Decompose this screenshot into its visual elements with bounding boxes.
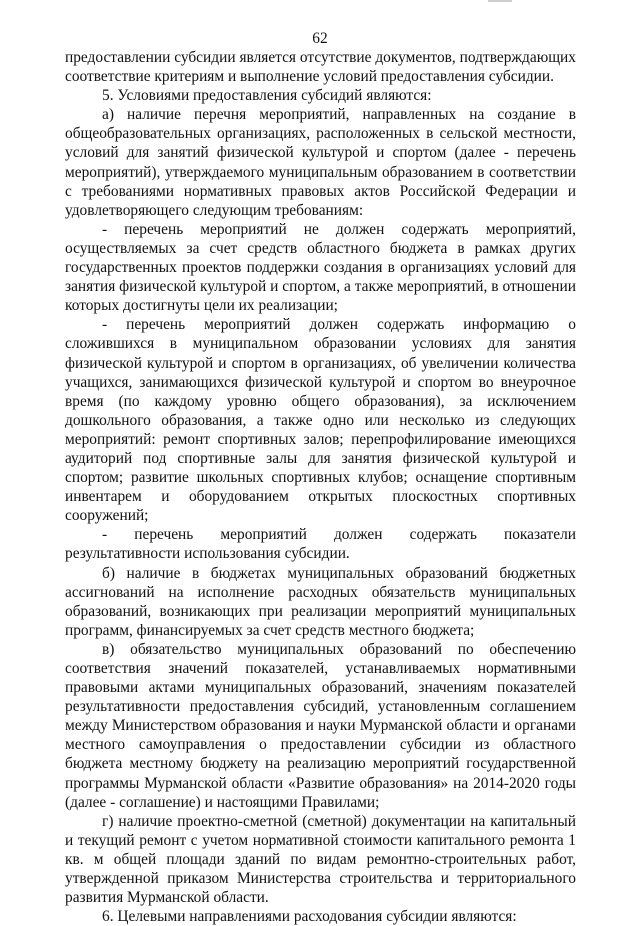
scan-corner-mark (488, 0, 512, 2)
paragraph-section-6-heading: 6. Целевыми направлениями расходования субсидии являются: (102, 908, 517, 926)
paragraph-condition-g: г) наличие проектно-сметной (сметной) документации на капитальный и текущий ремонт с учетом нормативной стоимости капитального ремонта 1 кв. м общей площади зданий по видам ремонтно-строительных работ, утвержденной приказом Министерства строительства и территориального развития Мурманской области. (65, 812, 576, 907)
paragraph-requirement-2: - перечень мероприятий должен содержать информацию о сложившихся в муниципальном образовании условиях для занятия физической культурой и спортом в организациях, об увеличении количества учащихся, занимающихся физической культурой и спортом во внеурочное время (по каждому уровню общего образования), за исключением дошкольного образования, а также одно или несколько из следующих мероприятий: ремонт спортивных залов; перепрофилирование имеющихся аудиторий под спортивные залы для занятия физической культурой и спортом; развитие школьных спортивных клубов; оснащение спортивным инвентарем и оборудованием открытых плоскостных спортивных сооружений; (65, 316, 576, 525)
paragraph-continuation: предоставлении субсидии является отсутствие документов, подтверждающих соответствие критериям и выполнение условий предоставления субсидии. (65, 49, 576, 86)
paragraph-requirement-3: - перечень мероприятий должен содержать показатели результативности использования субсидии. (65, 526, 576, 563)
paragraph-requirement-1: - перечень мероприятий не должен содержать мероприятий, осуществляемых за счет средств областного бюджета в рамках других государственных проектов поддержки создания в организациях условий для занятия физической культурой и спортом, а также мероприятий, в отношении которых достигнуты цели их реализации; (65, 220, 576, 315)
document-body (65, 48, 576, 926)
paragraph-condition-a: а) наличие перечня мероприятий, направленных на создание в общеобразовательных организациях, расположенных в сельской местности, условий для занятий физической культурой и спортом (далее - перечень мероприятий), утверждаемого муниципальным образованием в соответствии с требованиями нормативных правовых актов Российской Федерации и удовлетворяющего следующим требованиям: (65, 106, 576, 219)
paragraph-condition-v: в) обязательство муниципальных образований по обеспечению соответствия значений показателей, устанавливаемых нормативными правовыми актами муниципальных образований, значениям показателей результативности предоставления субсидий, установленным соглашением между Министерством образования и науки Мурманской области и органами местного самоуправления о предоставлении субсидии из областного бюджета местному бюджету на реализацию мероприятий государственной программы Мурманской области «Развитие образования» на 2014-2020 годы (далее - соглашение) и настоящими Правилами; (65, 640, 576, 811)
page-number: 62 (312, 30, 328, 47)
paragraph-condition-b: б) наличие в бюджетах муниципальных образований бюджетных ассигнований на исполнение расходных обязательств муниципальных образований, возникающих при реализации мероприятий муниципальных программ, финансируемых за счет средств местного бюджета; (65, 564, 576, 639)
paragraph-conditions-heading: 5. Условиями предоставления субсидий являются: (102, 87, 432, 105)
